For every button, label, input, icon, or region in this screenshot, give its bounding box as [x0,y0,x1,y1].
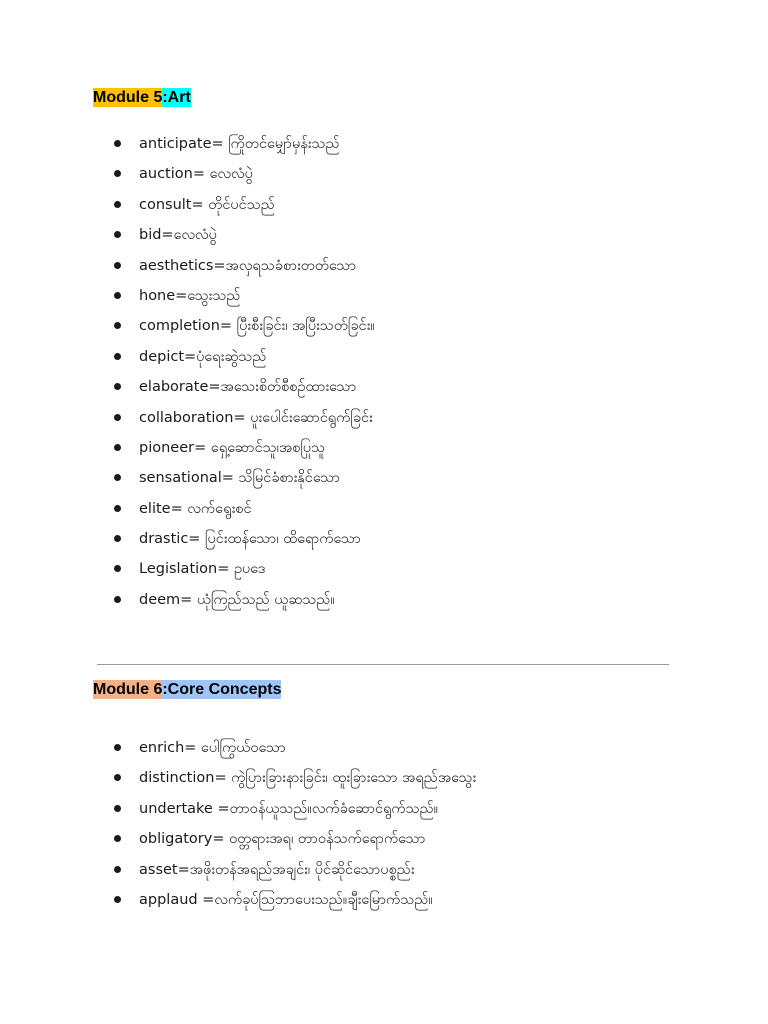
list-item [110,795,476,825]
heading-separator: : [162,681,168,698]
bullet-icon [114,505,121,512]
term-text: bid=လေလံပွဲ [139,227,217,244]
bullet-icon [114,535,121,542]
term-text: sensational= သိမြင်ခံစားနိုင်သော [139,470,341,487]
term-text: aesthetics=အလှရသခံစားတတ်သော [139,257,357,274]
bullet-icon [114,774,121,781]
term-text: enrich= ပေါကြွယ်ဝသော [139,740,286,756]
list-item [110,464,375,494]
bullet-icon [114,805,121,812]
list-item [110,404,375,434]
list-item [110,252,375,282]
list-item [110,160,375,190]
bullet-icon [114,835,121,842]
bullet-icon [114,353,121,360]
term-text: collaboration= ပူးပေါင်းဆောင်ရွက်ခြင်း [139,409,373,426]
module-6-topic [162,680,281,699]
bullet-icon [114,262,121,269]
term-text: distinction= ကွဲပြားခြားနားခြင်း၊ ထူးခြားသော အရည်အသွေး [139,770,477,787]
bullet-icon [114,744,121,751]
term-text: consult= တိုင်ပင်သည် [139,196,275,213]
list-item [110,555,375,585]
term-text: elite= လက်ရွေးစင် [139,500,252,517]
list-item [110,312,375,342]
module-6-topic-label: Core Concepts [167,681,282,698]
list-item [110,764,476,794]
module-5-term-list [110,130,375,616]
term-text: auction= လေလံပွဲ [139,166,253,183]
term-text: Legislation= ဥပဒေ [139,561,266,578]
list-item [110,282,375,312]
term-text: undertake =တာဝန်ယူသည်။လက်ခံဆောင်ရွက်သည်။ [139,800,439,817]
term-text: asset=အဖိုးတန်အရည်အချင်း၊ ပိုင်ဆိုင်သောပစ္စည်း [139,861,415,878]
bullet-icon [114,140,121,147]
list-item [110,856,476,886]
bullet-icon [114,170,121,177]
heading-separator: : [162,89,168,106]
list-item [110,734,476,764]
bullet-icon [114,292,121,299]
list-item [110,825,476,855]
bullet-icon [114,383,121,390]
term-text: applaud =လက်ခုပ်သြဘာပေးသည်။ချီးမြောက်သည်။ [139,891,433,908]
list-item [110,586,375,616]
bullet-icon [114,866,121,873]
term-text: completion= ပြီးစီးခြင်း၊ အပြီးသတ်ခြင်း။ [139,318,375,335]
list-item [110,343,375,373]
list-item [110,191,375,221]
bullet-icon [114,474,121,481]
list-item [110,434,375,464]
list-item [110,373,375,403]
bullet-icon [114,565,121,572]
term-text: anticipate= ကြိုတင်မျှော်မှန်းသည် [139,136,340,152]
list-item [110,886,476,916]
module-5-heading [93,88,191,107]
term-text: obligatory= ဝတ္တရားအရ၊ တာဝန်သက်ရောက်သော [139,831,426,848]
module-5-label: Module 5 [93,89,163,106]
term-text: elaborate=အသေးစိတ်စီစဉ်ထားသော [139,379,357,396]
list-item [110,221,375,251]
bullet-icon [114,414,121,421]
list-item [110,495,375,525]
module-5-topic-label: Art [167,89,191,106]
bullet-icon [114,444,121,451]
module-6-label: Module 6 [93,681,163,698]
list-item [110,525,375,555]
term-text: hone=သွေးသည် [139,287,241,304]
term-text: depict=ပုံရေးဆွဲသည် [139,348,267,365]
bullet-icon [114,596,121,603]
list-item [110,130,375,160]
bullet-icon [114,201,121,208]
module-6-term-list [110,734,476,916]
term-text: drastic= ပြင်းထန်သော၊ ထိရောက်သော [139,531,361,548]
bullet-icon [114,231,121,238]
term-text: deem= ယုံကြည်သည် ယူဆသည်။ [139,591,335,608]
bullet-icon [114,896,121,903]
bullet-icon [114,322,121,329]
module-6-heading [93,680,281,699]
section-divider [97,664,669,665]
term-text: pioneer= ရှေ့ဆောင်သူ၊အစပြုသူ [139,439,326,456]
module-5-topic [162,88,190,107]
